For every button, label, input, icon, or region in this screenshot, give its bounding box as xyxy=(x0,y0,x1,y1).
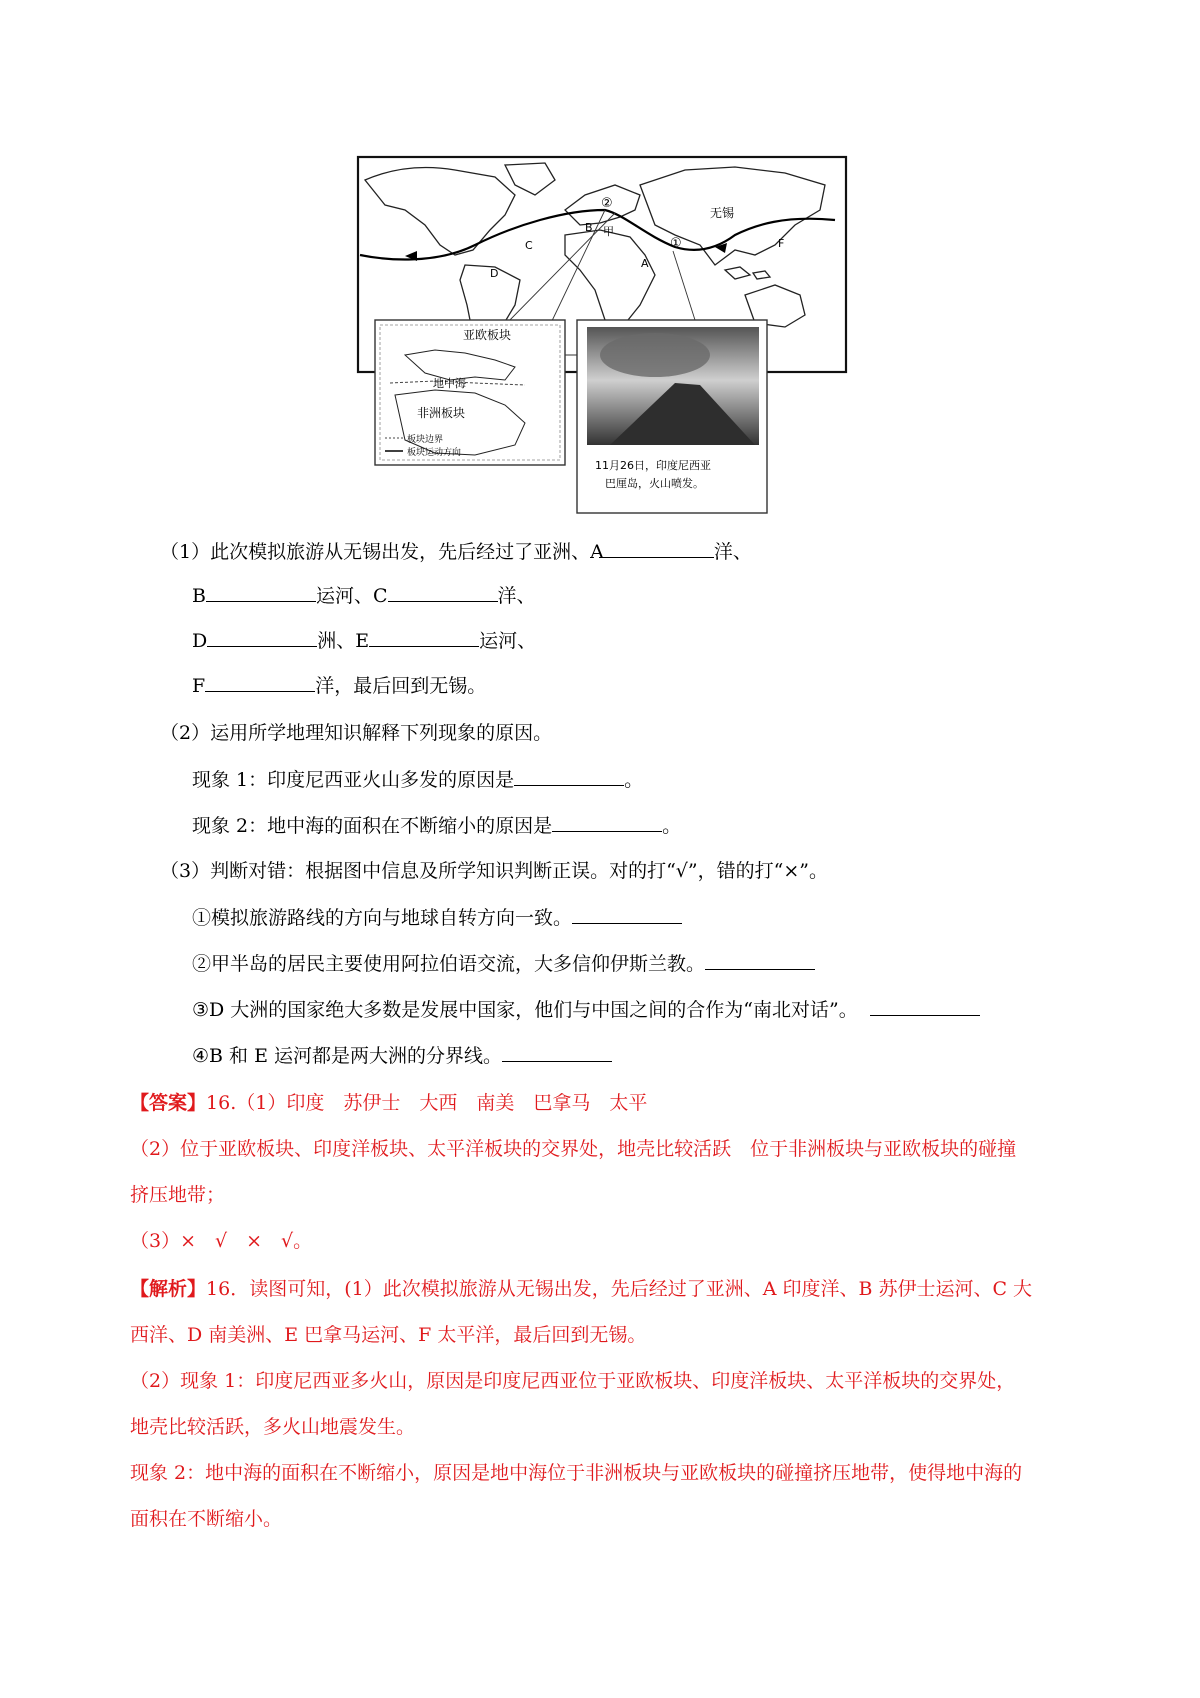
answer-blank-D xyxy=(207,627,317,647)
q2-intro: （2）运用所学地理知识解释下列现象的原因。 xyxy=(160,722,553,744)
q1-line4 xyxy=(192,672,486,699)
q2-text: 现象 1：印度尼西亚火山多发的原因是 xyxy=(192,769,515,791)
answer-blank-C xyxy=(388,582,498,602)
q3-text: ①模拟旅游路线的方向与地球自转方向一致。 xyxy=(192,907,573,929)
answer-line2: （2）位于亚欧板块、印度洋板块、太平洋板块的交界处，地壳比较活跃 位于非洲板块与亚欧板块的碰撞 xyxy=(130,1138,1017,1160)
q3-text: ④B 和 E 运河都是两大洲的分界线。 xyxy=(192,1045,502,1067)
q2-phenomenon1 xyxy=(192,766,643,793)
analysis-line6: 面积在不断缩小。 xyxy=(130,1508,283,1530)
inset-african-label: 非洲板块 xyxy=(417,406,466,420)
analysis-line4: 地壳比较活跃，多火山地震发生。 xyxy=(130,1416,416,1438)
analysis-tag: 【解析】 xyxy=(130,1278,207,1300)
answer-blank-A xyxy=(604,538,714,558)
q3-statement4 xyxy=(192,1042,612,1069)
map-figure xyxy=(355,155,850,517)
q1-text: B xyxy=(192,585,206,607)
analysis-line3: （2）现象 1：印度尼西亚多火山，原因是印度尼西亚位于亚欧板块、印度洋板块、太平洋板块的交界处， xyxy=(130,1370,1016,1392)
legend-motion: 板块运动方向 xyxy=(407,448,462,458)
q3-text: ②甲半岛的居民主要使用阿拉伯语交流，大多信仰伊斯兰教。 xyxy=(192,953,706,975)
analysis-line2: 西洋、D 南美洲、E 巴拿马运河、F 太平洋，最后回到无锡。 xyxy=(130,1324,647,1346)
analysis-text: 16．读图可知，(1）此次模拟旅游从无锡出发，先后经过了亚洲、A 印度洋、B 苏伊士运河、C 大 xyxy=(206,1278,1033,1300)
q3-intro: （3）判断对错：根据图中信息及所学知识判断正误。对的打“√”，错的打“×”。 xyxy=(160,860,828,882)
label-B: B xyxy=(585,221,593,234)
q1-text: 洋、 xyxy=(497,585,536,607)
q1-text: （1）此次模拟旅游从无锡出发，先后经过了亚洲、A xyxy=(160,541,604,563)
answer-blank-p1 xyxy=(514,766,624,786)
q3-statement2 xyxy=(192,950,815,977)
answer-blank-B xyxy=(206,582,316,602)
label-A: A xyxy=(641,257,649,270)
answer-blank-F xyxy=(205,672,315,692)
q1-text: F xyxy=(192,675,206,697)
q1-line3 xyxy=(192,627,536,654)
q2-text: 现象 2：地中海的面积在不断缩小的原因是 xyxy=(192,815,553,837)
answer-tag: 【答案】 xyxy=(130,1092,207,1114)
label-jia: 甲 xyxy=(603,225,614,238)
q1-text: 洲、E xyxy=(317,630,370,652)
answer-line1 xyxy=(130,1090,647,1116)
volcano-caption-line1: 11月26日，印度尼西亚 xyxy=(595,459,711,472)
q2-text: 。 xyxy=(624,769,644,791)
volcano-caption-line2: 巴厘岛，火山喷发。 xyxy=(605,477,704,490)
label-circle1: ① xyxy=(670,236,682,251)
answer-blank-E xyxy=(369,627,479,647)
label-F: F xyxy=(778,237,785,250)
label-D: D xyxy=(490,267,499,280)
label-C: C xyxy=(525,239,533,252)
label-wuxi: 无锡 xyxy=(710,206,735,220)
answer-line4: （3）× √ × √。 xyxy=(130,1230,313,1252)
inset-mediterranean-label: 地中海 xyxy=(433,377,466,390)
answer-text: 16.（1）印度 苏伊士 大西 南美 巴拿马 太平 xyxy=(206,1092,648,1114)
q3-statement1 xyxy=(192,904,682,931)
q1-text: 运河、C xyxy=(315,585,388,607)
label-circle2: ② xyxy=(601,196,613,211)
q2-phenomenon2 xyxy=(192,812,681,839)
answer-line3: 挤压地带； xyxy=(130,1184,226,1206)
analysis-line1 xyxy=(130,1276,1032,1302)
q3-text: ③D 大洲的国家绝大多数是发展中国家，他们与中国之间的合作为“南北对话”。 xyxy=(192,999,858,1021)
q1-line1 xyxy=(160,538,752,565)
q2-text: 。 xyxy=(662,815,682,837)
answer-blank-s2 xyxy=(705,950,815,970)
answer-blank-s3 xyxy=(870,996,980,1016)
world-map-svg xyxy=(355,155,850,517)
inset-eurasian-label: 亚欧板块 xyxy=(463,328,512,342)
q1-text: 洋、 xyxy=(713,541,752,563)
answer-blank-s1 xyxy=(572,904,682,924)
analysis-line5: 现象 2：地中海的面积在不断缩小，原因是地中海位于非洲板块与亚欧板块的碰撞挤压地带，使得地中海的 xyxy=(130,1462,1023,1484)
q1-text: 洋，最后回到无锡。 xyxy=(315,675,487,697)
q3-statement3 xyxy=(192,996,980,1023)
q1-text: D xyxy=(192,630,208,652)
legend-boundary: 板块边界 xyxy=(407,435,444,445)
q1-line2 xyxy=(192,582,536,609)
q1-text: 运河、 xyxy=(479,630,537,652)
answer-blank-p2 xyxy=(552,812,662,832)
answer-blank-s4 xyxy=(502,1042,612,1062)
